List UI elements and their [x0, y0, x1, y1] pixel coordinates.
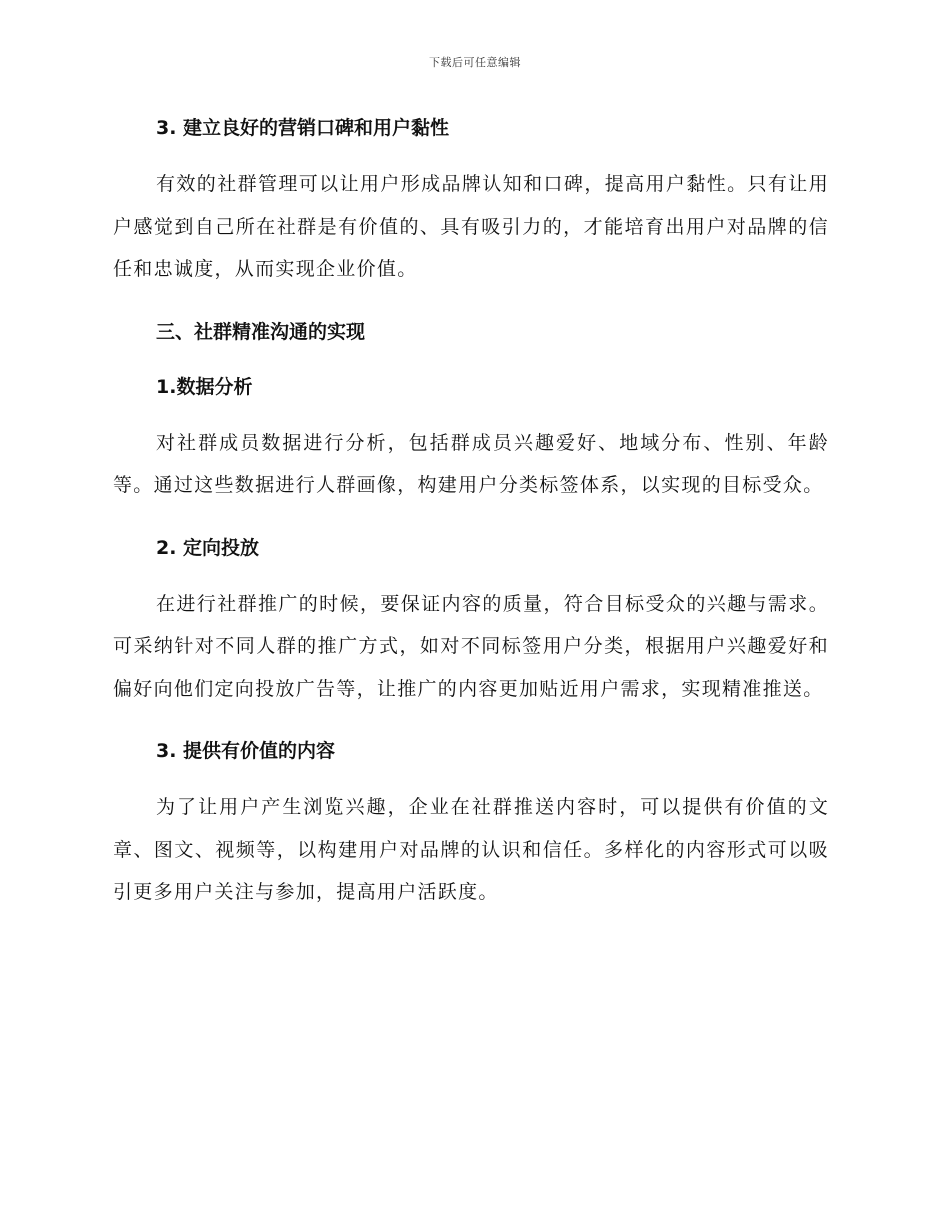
subheading-valuable-content: 3. 提供有价值的内容 [156, 740, 336, 762]
paragraph-data-analysis: 对社群成员数据进行分析，包括群成员兴趣爱好、地域分布、性别、年龄等。通过这些数据进行人群画像，构建用户分类标签体系，以实现的目标受众。 [113, 431, 829, 496]
section-heading-word-of-mouth: 3. 建立良好的营销口碑和用户黏性 [156, 117, 450, 139]
paragraph-targeted-delivery: 在进行社群推广的时候，要保证内容的质量，符合目标受众的兴趣与需求。可采纳针对不同人群的推广方式，如对不同标签用户分类，根据用户兴趣爱好和偏好向他们定向投放广告等，让推广的内容更加贴近用户需求，实现精准推送。 [113, 592, 829, 700]
subheading-data-analysis: 1.数据分析 [156, 375, 253, 398]
section-heading-precise-communication: 三、社群精准沟通的实现 [156, 320, 366, 343]
document-body [113, 110, 829, 914]
page-header: 下载后可任意编辑 [429, 56, 521, 69]
subheading-targeted-delivery: 2. 定向投放 [156, 536, 260, 559]
paragraph-valuable-content: 为了让用户产生浏览兴趣，企业在社群推送内容时，可以提供有价值的文章、图文、视频等，以构建用户对品牌的认识和信任。多样化的内容形式可以吸引更多用户关注与参加，提高用户活跃度。 [113, 796, 829, 903]
paragraph-word-of-mouth: 有效的社群管理可以让用户形成品牌认知和口碑，提高用户黏性。只有让用户感觉到自己所在社群是有价值的、具有吸引力的，才能培育出用户对品牌的信任和忠诚度，从而实现企业价值。 [113, 173, 829, 280]
